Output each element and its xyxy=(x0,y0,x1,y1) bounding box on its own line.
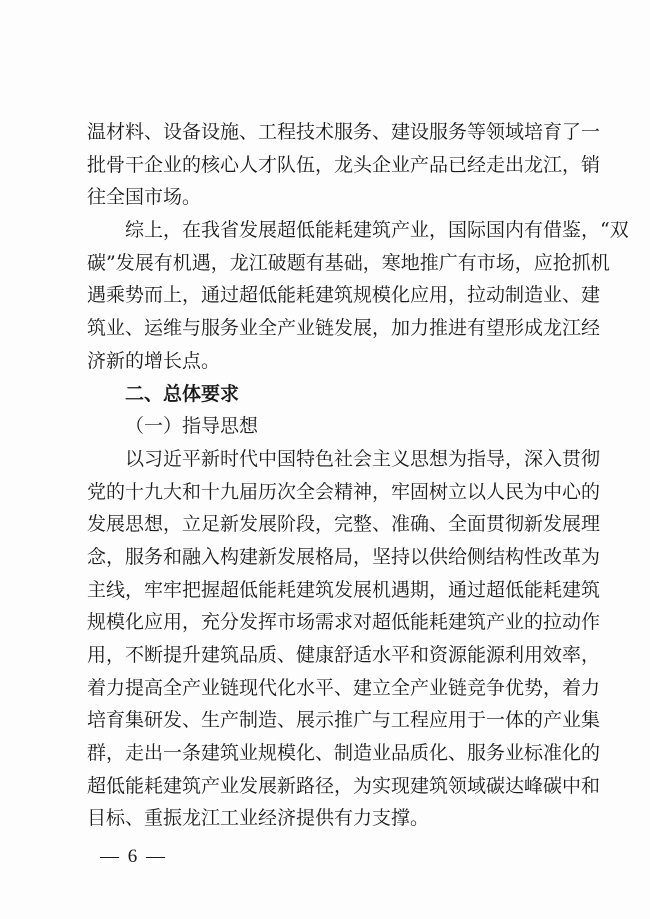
paragraph xyxy=(87,214,629,377)
text-line: 着力提高全产业链现代化水平、建立全产业链竞争优势，着力 xyxy=(87,676,601,699)
text-line: 综上，在我省发展超低能耗建筑产业，国际国内有借鉴，“双 xyxy=(125,219,629,242)
text-line: （一）指导思想 xyxy=(125,415,259,438)
text-line: 济新的增长点。 xyxy=(87,349,221,372)
text-line: 规模化应用，充分发挥市场需求对超低能耗建筑产业的拉动作 xyxy=(87,611,601,634)
text-line: 碳”发展有机遇，龙江破题有基础，寒地推广有市场，应抢抓机 xyxy=(87,251,610,274)
text-line: 发展思想，立足新发展阶段，完整、准确、全面贯彻新发展理 xyxy=(87,513,601,536)
section-heading xyxy=(87,378,545,411)
text-line: 以习近平新时代中国特色社会主义思想为指导，深入贯彻 xyxy=(125,447,601,470)
paragraph xyxy=(87,116,601,214)
document-body xyxy=(87,116,629,835)
text-line: 主线，牢牢把握超低能耗建筑发展机遇期，通过超低能耗建筑 xyxy=(87,578,601,601)
text-line: 二、总体要求 xyxy=(125,382,240,405)
text-line: 温材料、设备设施、工程技术服务、建设服务等领域培育了一 xyxy=(87,121,601,143)
page-number: — 6 — xyxy=(100,846,167,867)
text-line: 目标、重振龙江工业经济提供有力支撑。 xyxy=(87,807,430,830)
text-line: 党的十九大和十九届历次全会精神，牢固树立以人民为中心的 xyxy=(87,480,601,503)
text-line: 用，不断提升建筑品质、健康舒适水平和资源能源利用效率， xyxy=(87,644,601,666)
section-heading xyxy=(87,410,545,443)
text-line: 培育集研发、生产制造、展示推广与工程应用于一体的产业集 xyxy=(87,709,601,732)
text-line: 筑业、运维与服务业全产业链发展，加力推进有望形成龙江经 xyxy=(87,317,601,340)
text-line: 遇乘势而上，通过超低能耗建筑规模化应用，拉动制造业、建 xyxy=(87,284,601,307)
paragraph xyxy=(87,443,601,835)
text-line: 批骨干企业的核心人才队伍，龙头企业产品已经走出龙江，销 xyxy=(87,153,601,176)
text-line: 群，走出一条建筑业规模化、制造业品质化、服务业标准化的 xyxy=(87,742,601,765)
text-line: 超低能耗建筑产业发展新路径，为实现建筑领域碳达峰碳中和 xyxy=(87,774,601,797)
text-line: 念，服务和融入构建新发展格局，坚持以供给侧结构性改革为 xyxy=(87,545,601,568)
text-line: 往全国市场。 xyxy=(87,186,202,209)
